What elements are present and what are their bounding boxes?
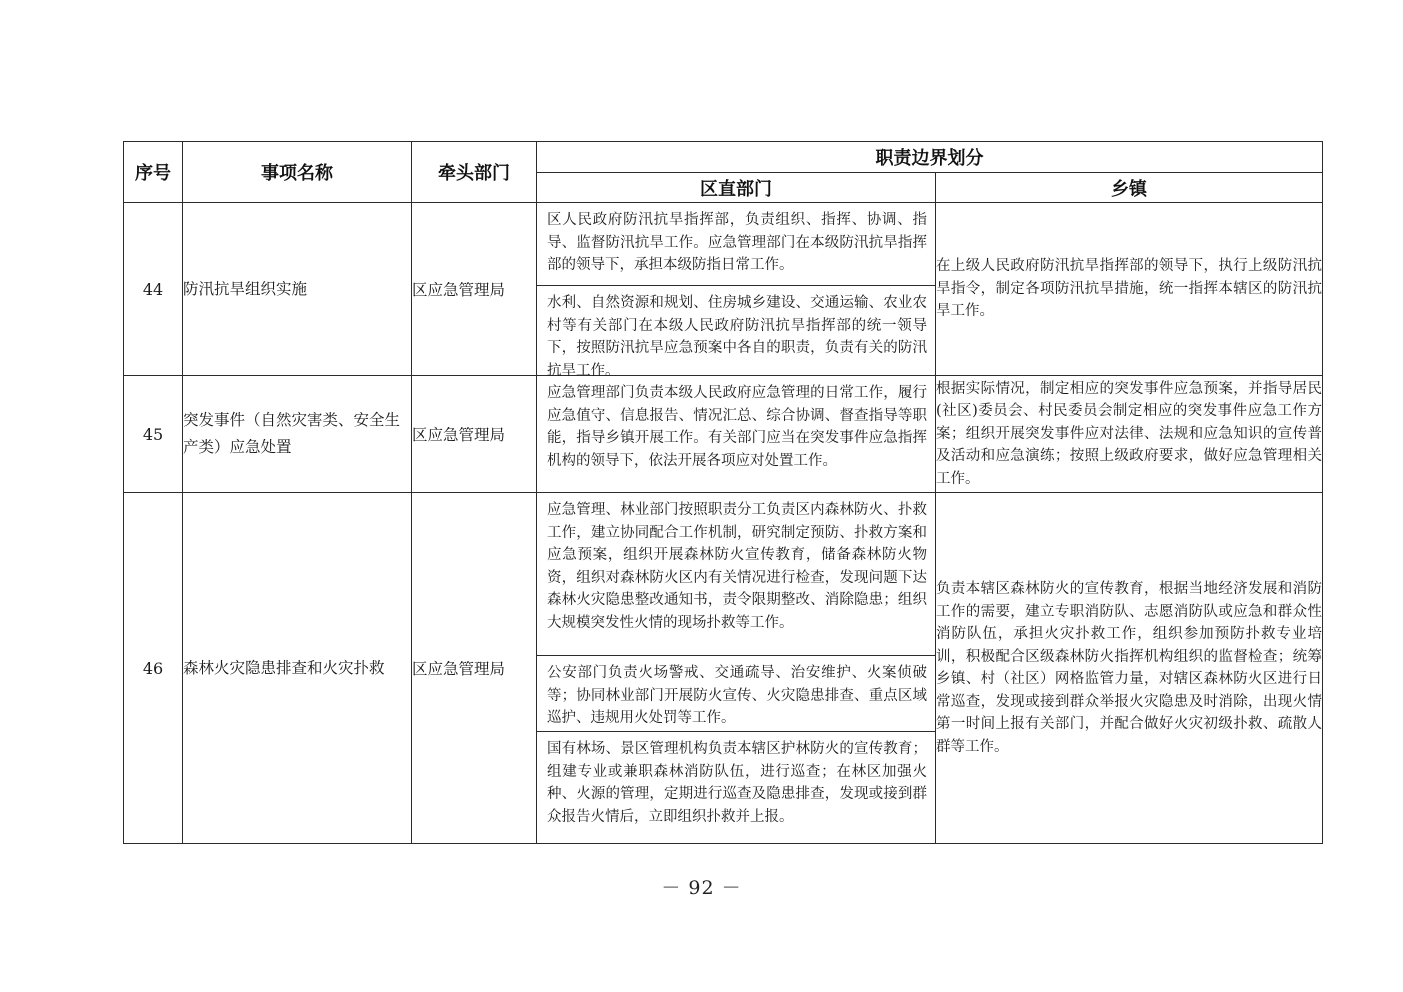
row-district-duties	[537, 203, 936, 379]
header-district-departments: 区直部门	[537, 173, 936, 203]
row-item-name: 森林火灾隐患排查和火灾扑救	[183, 493, 412, 844]
table-row	[124, 203, 1323, 376]
district-duty-paragraph: 区人民政府防汛抗旱指挥部，负责组织、指挥、协调、指导、监督防汛抗旱工作。应急管理部门在本级防汛抗旱指挥部的领导下，承担本级防指日常工作。	[547, 212, 927, 273]
header-item-name: 事项名称	[183, 142, 412, 203]
row-lead-department: 区应急管理局	[412, 493, 537, 844]
row-item-name: 突发事件（自然灾害类、安全生产类）应急处置	[183, 376, 412, 493]
row-lead-department: 区应急管理局	[412, 203, 537, 376]
header-responsibility-division: 职责边界划分	[537, 142, 1323, 173]
row-lead-department: 区应急管理局	[412, 376, 537, 493]
header-row	[124, 142, 1323, 173]
row-district-duties	[537, 493, 936, 844]
row-township-duties: 在上级人民政府防汛抗旱指挥部的领导下，执行上级防汛抗旱指令，制定各项防汛抗旱措施，统一指挥本辖区的防汛抗旱工作。	[936, 203, 1323, 376]
responsibility-table	[123, 141, 1323, 844]
district-duty-paragraph: 水利、自然资源和规划、住房城乡建设、交通运输、农业农村等有关部门在本级人民政府防汛抗旱指挥部的统一领导下，按照防汛抗旱应急预案中各自的职责，负责有关的防汛抗旱工作。	[537, 285, 935, 375]
row-index: 45	[124, 376, 183, 493]
district-duty-paragraph: 公安部门负责火场警戒、交通疏导、治安维护、火案侦破等；协同林业部门开展防火宣传、火灾隐患排查、重点区域巡护、违规用火处罚等工作。	[537, 655, 935, 731]
row-township-duties: 根据实际情况，制定相应的突发事件应急预案，并指导居民(社区)委员会、村民委员会制定相应的突发事件应急工作方案；组织开展突发事件应对法律、法规和应急知识的宣传普及活动和应急演练；按照上级政府要求，做好应急管理相关工作。	[936, 376, 1323, 493]
page-number: － 92 －	[661, 877, 742, 899]
district-duty-paragraph: 应急管理、林业部门按照职责分工负责区内森林防火、扑救工作，建立协同配合工作机制，研究制定预防、扑救方案和应急预案，组织开展森林防火宣传教育，储备森林防火物资，组织对森林防火区内有关情况进行检查，发现问题下达森林火灾隐患整改通知书，责令限期整改、消除隐患；组织大规模突发性火情的现场扑救等工作。	[547, 502, 927, 631]
header-lead-department: 牵头部门	[412, 142, 537, 203]
row-item-name: 防汛抗旱组织实施	[183, 203, 412, 376]
header-township: 乡镇	[936, 173, 1323, 203]
row-index: 46	[124, 493, 183, 844]
district-duty-paragraph: 国有林场、景区管理机构负责本辖区护林防火的宣传教育；组建专业或兼职森林消防队伍，进行巡查；在林区加强火种、火源的管理，定期进行巡查及隐患排查，发现或接到群众报告火情后，立即组织扑救并上报。	[537, 731, 935, 843]
table-row	[124, 493, 1323, 844]
district-duty-paragraph: 应急管理部门负责本级人民政府应急管理的日常工作，履行应急值守、信息报告、情况汇总、综合协调、督查指导等职能，指导乡镇开展工作。有关部门应当在突发事件应急指挥机构的领导下，依法开展各项应对处置工作。	[547, 385, 927, 469]
table-row	[124, 376, 1323, 493]
header-index: 序号	[124, 142, 183, 203]
row-district-duties	[537, 376, 936, 493]
row-township-duties: 负责本辖区森林防火的宣传教育，根据当地经济发展和消防工作的需要，建立专职消防队、志愿消防队或应急和群众性消防队伍，承担火灾扑救工作，组织参加预防扑救专业培训，积极配合区级森林防火指挥机构组织的监督检查；统筹乡镇、村（社区）网格监管力量，对辖区森林防火区进行日常巡查，发现或接到群众举报火灾隐患及时消除，出现火情第一时间上报有关部门，并配合做好火灾初级扑救、疏散人群等工作。	[936, 493, 1323, 844]
row-index: 44	[124, 203, 183, 376]
